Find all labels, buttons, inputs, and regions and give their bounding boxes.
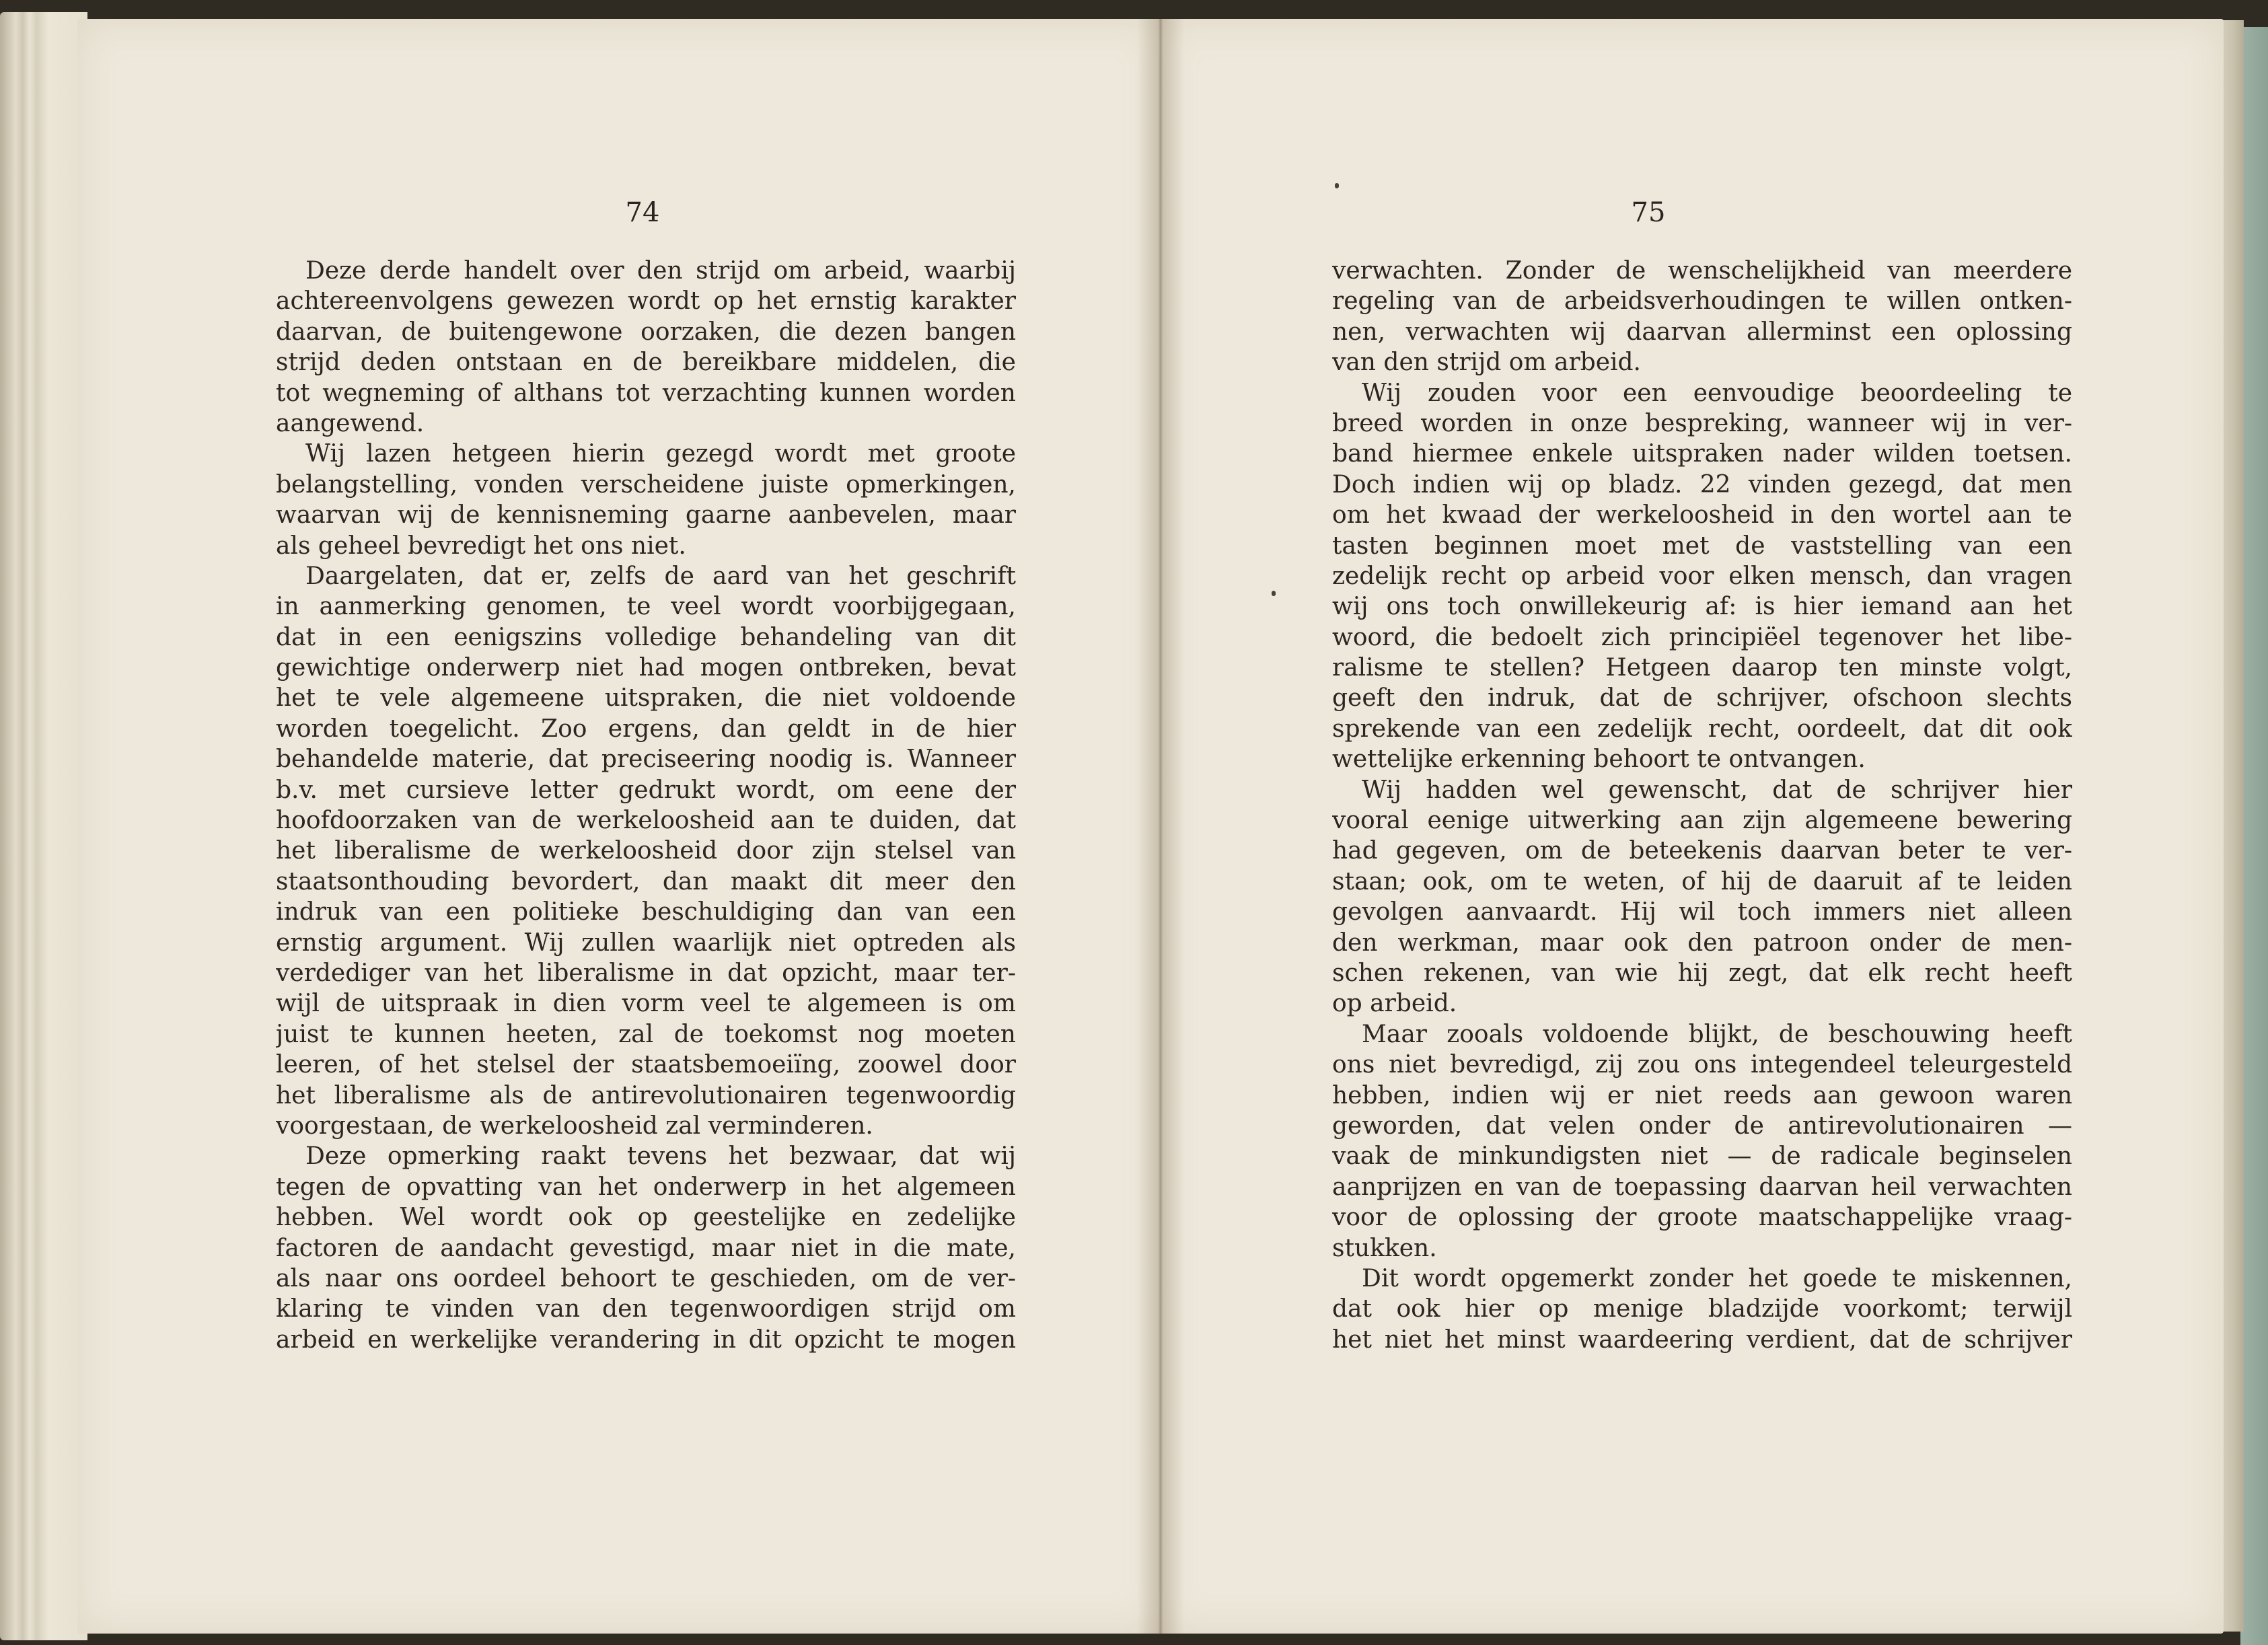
text-line: tegen de opvatting van het onderwerp in het algemeen [276,1173,1016,1201]
text-line: strijd deden ontstaan en de bereikbare middelen, die [276,349,1016,377]
text-line: dat in een eenigszins volledige behandeling van dit [276,623,1016,651]
text-line: staatsonthouding bevordert, dan maakt dit meer den [276,867,1016,895]
text-line: verdediger van het liberalisme in dat opzicht, maar ter- [276,959,1016,987]
text-line: ernstig argument. Wij zullen waarlijk niet optreden als [276,928,1016,957]
text-line: het te vele algemeene uitspraken, die niet voldoende [276,684,1016,712]
text-line: had gegeven, om de beteekenis daarvan beter te ver- [1332,837,2072,865]
text-line: hebben, indien wij er niet reeds aan gewoon waren [1332,1081,2072,1109]
text-line: Deze opmerking raakt tevens het bezwaar, dat wij [305,1142,1016,1171]
page-number: 75 [1631,197,1666,228]
left-page [77,19,1161,1634]
text-line: ralisme te stellen? Hetgeen daarop ten minste volgt, [1332,654,2072,682]
text-line: factoren de aandacht gevestigd, maar niet in die mate, [276,1234,1016,1262]
text-line: voorgestaan, de werkeloosheid zal verminderen. [276,1111,873,1140]
text-line: woord, die bedoelt zich principiëel tegenover het libe- [1332,623,2072,651]
text-line: voor de oplossing der groote maatschappelijke vraag- [1332,1204,2072,1232]
text-line: arbeid en werkelijke verandering in dit opzicht te mogen [276,1325,1016,1354]
text-line: schen rekenen, van wie hij zegt, dat elk recht heeft [1332,959,2072,987]
text-line: waarvan wij de kennisneming gaarne aanbevelen, maar [276,501,1016,529]
text-line: vooral eenige uitwerking aan zijn algemeene bewering [1332,807,2072,835]
text-line: gevolgen aanvaardt. Hij wil toch immers niet alleen [1332,898,2072,926]
book-cover-edge [2240,27,2268,1645]
text-line: als geheel bevredigt het ons niet. [276,532,686,560]
text-line: Doch indien wij op bladz. 22 vinden gezegd, dat men [1332,470,2072,499]
text-line: regeling van de arbeidsverhoudingen te willen ontken- [1332,287,2072,316]
text-line: Dit wordt opgemerkt zonder het goede te miskennen, [1362,1264,2072,1292]
text-line: behandelde materie, dat preciseering noodig is. Wanneer [276,745,1016,774]
text-line: Wij hadden wel gewenscht, dat de schrijver hier [1362,776,2072,804]
text-line: het niet het minst waardeering verdient, dat de schrijver [1332,1325,2072,1354]
text-line: op arbeid. [1332,990,1457,1018]
paper-speck [1272,591,1276,596]
text-line: hoofdoorzaken van de werkeloosheid aan te duiden, dat [276,807,1016,835]
text-line: zedelijk recht op arbeid voor elken mensch, dan vragen [1332,562,2072,590]
text-line: het liberalisme de werkeloosheid door zijn stelsel van [276,837,1016,865]
text-line: Maar zooals voldoende blijkt, de beschouwing heeft [1362,1020,2072,1048]
right-page-text [1332,256,2072,1355]
text-line: wij ons toch onwillekeurig af: is hier iemand aan het [1332,593,2072,621]
text-line: om het kwaad der werkeloosheid in den wortel aan te [1332,501,2072,529]
text-line: Wij lazen hetgeen hierin gezegd wordt met groote [305,440,1016,468]
paper-speck [1335,183,1339,188]
text-line: van den strijd om arbeid. [1332,349,1641,377]
text-line: daarvan, de buitengewone oorzaken, die dezen bangen [276,318,1016,346]
text-line: Wij zouden voor een eenvoudige beoordeeling te [1362,379,2072,407]
text-line: breed worden in onze bespreking, wanneer wij in ver- [1332,409,2072,437]
text-line: klaring te vinden van den tegenwoordigen strijd om [276,1295,1016,1323]
text-line: geeft den indruk, dat de schrijver, ofschoon slechts [1332,684,2072,712]
text-line: aanprijzen en van de toepassing daarvan heil verwachten [1332,1173,2072,1201]
text-line: geworden, dat velen onder de antirevolutionairen — [1332,1111,2072,1140]
book-gutter [1137,19,1184,1634]
text-line: vaak de minkundigsten niet — de radicale beginselen [1332,1142,2072,1171]
right-page [1161,19,2224,1634]
text-line: leeren, of het stelsel der staatsbemoeiïng, zoowel door [276,1051,1016,1079]
text-line: Deze derde handelt over den strijd om arbeid, waarbij [305,257,1016,285]
text-line: ons niet bevredigd, zij zou ons integendeel teleurgesteld [1332,1051,2072,1079]
text-line: tot wegneming of althans tot verzachting kunnen worden [276,379,1016,407]
text-line: wettelijke erkenning behoort te ontvangen. [1332,745,1866,774]
text-line: worden toegelicht. Zoo ergens, dan geldt in de hier [276,715,1016,743]
text-line: het liberalisme als de antirevolutionairen tegenwoordig [276,1081,1016,1109]
text-line: b.v. met cursieve letter gedrukt wordt, om eene der [276,776,1016,804]
text-line: hebben. Wel wordt ook op geestelijke en zedelijke [276,1204,1016,1232]
text-line: Daargelaten, dat er, zelfs de aard van het geschrift [305,562,1016,590]
left-page-text [276,256,1016,1355]
text-line: dat ook hier op menige bladzijde voorkomt; terwijl [1332,1295,2072,1323]
text-line: wijl de uitspraak in dien vorm veel te algemeen is om [276,990,1016,1018]
text-line: verwachten. Zonder de wenschelijkheid van meerdere [1332,257,2072,285]
text-line: belangstelling, vonden verscheidene juiste opmerkingen, [276,470,1016,499]
text-line: achtereenvolgens gewezen wordt op het ernstig karakter [276,287,1016,316]
text-line: sprekende van een zedelijk recht, oordeelt, dat dit ook [1332,715,2072,743]
page-stack-edges [0,12,87,1640]
text-line: staan; ook, om te weten, of hij de daaruit af te leiden [1332,867,2072,895]
text-line: juist te kunnen heeten, zal de toekomst nog moeten [276,1020,1016,1048]
text-line: band hiermee enkele uitspraken nader wilden toetsen. [1332,440,2072,468]
page-number: 74 [625,197,660,228]
text-line: aangewend. [276,409,425,437]
text-line: in aanmerking genomen, te veel wordt voorbijgegaan, [276,593,1016,621]
text-line: gewichtige onderwerp niet had mogen ontbreken, bevat [276,654,1016,682]
text-line: den werkman, maar ook den patroon onder de men- [1332,928,2072,957]
text-line: nen, verwachten wij daarvan allerminst een oplossing [1332,318,2072,346]
text-line: stukken. [1332,1234,1437,1262]
text-line: indruk van een politieke beschuldiging dan van een [276,898,1016,926]
text-line: tasten beginnen moet met de vaststelling van een [1332,532,2072,560]
text-line: als naar ons oordeel behoort te geschieden, om de ver- [276,1264,1016,1292]
